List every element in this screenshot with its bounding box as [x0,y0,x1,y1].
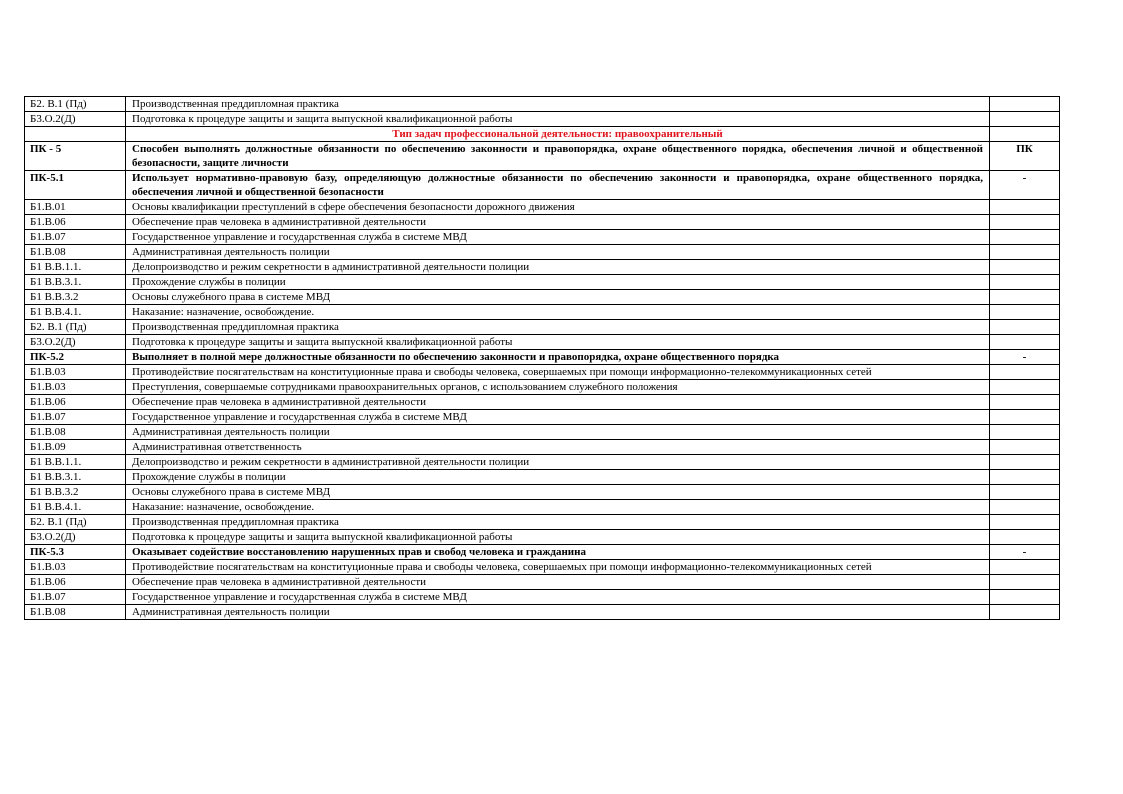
row-code-cell: Б1.В.07 [25,230,126,245]
course-row [25,260,1060,275]
row-code-cell: Б1.В.06 [25,215,126,230]
row-mark-cell [990,530,1060,545]
course-row [25,275,1060,290]
course-row [25,425,1060,440]
row-code-cell: Б1.В.03 [25,380,126,395]
row-code-cell: Б1 В.В.3.2 [25,290,126,305]
row-mark-cell: - [990,545,1060,560]
row-code-cell: ПК - 5 [25,142,126,171]
row-code-cell: Б1.В.08 [25,425,126,440]
row-description-cell: Подготовка к процедуре защиты и защита выпускной квалификационной работы [126,335,990,350]
row-mark-cell [990,112,1060,127]
document-page [24,96,1059,620]
row-description-cell: Производственная преддипломная практика [126,97,990,112]
row-mark-cell [990,485,1060,500]
row-description-cell: Наказание: назначение, освобождение. [126,305,990,320]
course-row [25,112,1060,127]
course-row [25,200,1060,215]
row-code-cell: Б2. В.1 (Пд) [25,97,126,112]
course-row [25,485,1060,500]
row-code-cell: ПК-5.2 [25,350,126,365]
row-mark-cell: - [990,171,1060,200]
course-row [25,470,1060,485]
row-description-cell: Административная деятельность полиции [126,425,990,440]
row-mark-cell: ПК [990,142,1060,171]
row-mark-cell [990,590,1060,605]
row-mark-cell [990,127,1060,142]
competency-table [24,96,1060,620]
row-code-cell: Б1.В.03 [25,560,126,575]
row-description-cell: Обеспечение прав человека в административной деятельности [126,395,990,410]
row-code-cell: Б1.В.07 [25,590,126,605]
row-description-cell: Основы квалификации преступлений в сфере обеспечения безопасности дорожного движения [126,200,990,215]
row-mark-cell [990,305,1060,320]
course-row [25,290,1060,305]
row-code-cell: Б2. В.1 (Пд) [25,320,126,335]
row-mark-cell [990,215,1060,230]
row-code-cell: Б1.В.08 [25,605,126,620]
row-mark-cell [990,605,1060,620]
row-code-cell: Б1 В.В.3.1. [25,275,126,290]
course-row [25,575,1060,590]
row-mark-cell [990,365,1060,380]
row-description-cell: Выполняет в полной мере должностные обязанности по обеспечению законности и правопорядка, охране общественного порядка [126,350,990,365]
course-row [25,455,1060,470]
row-code-cell [25,127,126,142]
row-description-cell: Наказание: назначение, освобождение. [126,500,990,515]
row-description-cell: Государственное управление и государственная служба в системе МВД [126,230,990,245]
course-row [25,215,1060,230]
course-row [25,380,1060,395]
row-mark-cell [990,97,1060,112]
row-code-cell: ПК-5.3 [25,545,126,560]
course-row [25,515,1060,530]
section-heading-row [25,127,1060,142]
row-description-cell: Преступления, совершаемые сотрудниками правоохранительных органов, с использованием служебного положения [126,380,990,395]
row-mark-cell [990,335,1060,350]
row-mark-cell [990,260,1060,275]
row-description-cell: Подготовка к процедуре защиты и защита выпускной квалификационной работы [126,112,990,127]
row-mark-cell [990,470,1060,485]
row-description-cell: Делопроизводство и режим секретности в административной деятельности полиции [126,455,990,470]
course-row [25,320,1060,335]
course-row [25,530,1060,545]
course-row [25,97,1060,112]
row-code-cell: Б1 В.В.4.1. [25,500,126,515]
row-mark-cell [990,320,1060,335]
row-description-cell: Производственная преддипломная практика [126,515,990,530]
row-code-cell: Б1 В.В.1.1. [25,455,126,470]
row-code-cell: Б1.В.06 [25,395,126,410]
row-description-cell: Административная деятельность полиции [126,245,990,260]
row-code-cell: Б3.О.2(Д) [25,112,126,127]
row-description-cell: Противодействие посягательствам на конституционные права и свободы человека, совершаемых при помощи информационно-телекоммуникационных сетей [126,560,990,575]
row-description-cell: Административная ответственность [126,440,990,455]
row-description-cell: Основы служебного права в системе МВД [126,485,990,500]
row-code-cell: ПК-5.1 [25,171,126,200]
row-code-cell: Б2. В.1 (Пд) [25,515,126,530]
row-code-cell: Б3.О.2(Д) [25,335,126,350]
row-description-cell: Обеспечение прав человека в административной деятельности [126,575,990,590]
row-code-cell: Б1.В.01 [25,200,126,215]
course-row [25,365,1060,380]
course-row [25,245,1060,260]
row-description-cell: Прохождение службы в полиции [126,275,990,290]
competency-row [25,545,1060,560]
row-description-cell: Государственное управление и государственная служба в системе МВД [126,410,990,425]
row-mark-cell [990,245,1060,260]
row-mark-cell [990,425,1060,440]
competency-row [25,171,1060,200]
row-code-cell: Б1.В.09 [25,440,126,455]
row-mark-cell [990,560,1060,575]
course-row [25,230,1060,245]
row-mark-cell [990,395,1060,410]
row-code-cell: Б1.В.03 [25,365,126,380]
row-code-cell: Б1 В.В.3.2 [25,485,126,500]
course-row [25,305,1060,320]
row-description-cell: Способен выполнять должностные обязанности по обеспечению законности и правопорядка, охране общественного порядка, обеспечения личной и общественной безопасности, защите личности [126,142,990,171]
row-mark-cell [990,500,1060,515]
row-mark-cell [990,380,1060,395]
row-description-cell: Государственное управление и государственная служба в системе МВД [126,590,990,605]
competency-row [25,350,1060,365]
row-mark-cell: - [990,350,1060,365]
row-code-cell: Б1 В.В.3.1. [25,470,126,485]
table-body [25,97,1060,620]
row-mark-cell [990,230,1060,245]
row-description-cell: Прохождение службы в полиции [126,470,990,485]
row-code-cell: Б3.О.2(Д) [25,530,126,545]
row-code-cell: Б1 В.В.4.1. [25,305,126,320]
row-mark-cell [990,515,1060,530]
row-description-cell: Подготовка к процедуре защиты и защита выпускной квалификационной работы [126,530,990,545]
course-row [25,590,1060,605]
row-mark-cell [990,200,1060,215]
competency-row [25,142,1060,171]
row-mark-cell [990,455,1060,470]
row-code-cell: Б1.В.06 [25,575,126,590]
row-mark-cell [990,290,1060,305]
row-description-cell: Производственная преддипломная практика [126,320,990,335]
row-mark-cell [990,440,1060,455]
row-description-cell: Административная деятельность полиции [126,605,990,620]
course-row [25,560,1060,575]
row-description-cell: Противодействие посягательствам на конституционные права и свободы человека, совершаемых при помощи информационно-телекоммуникационных сетей [126,365,990,380]
course-row [25,605,1060,620]
row-code-cell: Б1 В.В.1.1. [25,260,126,275]
course-row [25,395,1060,410]
row-description-cell: Основы служебного права в системе МВД [126,290,990,305]
course-row [25,500,1060,515]
section-heading-text: Тип задач профессиональной деятельности: правоохранительный [126,127,990,142]
row-mark-cell [990,410,1060,425]
row-mark-cell [990,275,1060,290]
row-description-cell: Обеспечение прав человека в административной деятельности [126,215,990,230]
course-row [25,440,1060,455]
course-row [25,410,1060,425]
row-description-cell: Использует нормативно-правовую базу, определяющую должностные обязанности по обеспечению законности и правопорядка, охране общественного порядка, обеспечения личной и общественной безопасности [126,171,990,200]
row-description-cell: Делопроизводство и режим секретности в административной деятельности полиции [126,260,990,275]
row-mark-cell [990,575,1060,590]
row-code-cell: Б1.В.07 [25,410,126,425]
row-description-cell: Оказывает содействие восстановлению нарушенных прав и свобод человека и гражданина [126,545,990,560]
row-code-cell: Б1.В.08 [25,245,126,260]
course-row [25,335,1060,350]
